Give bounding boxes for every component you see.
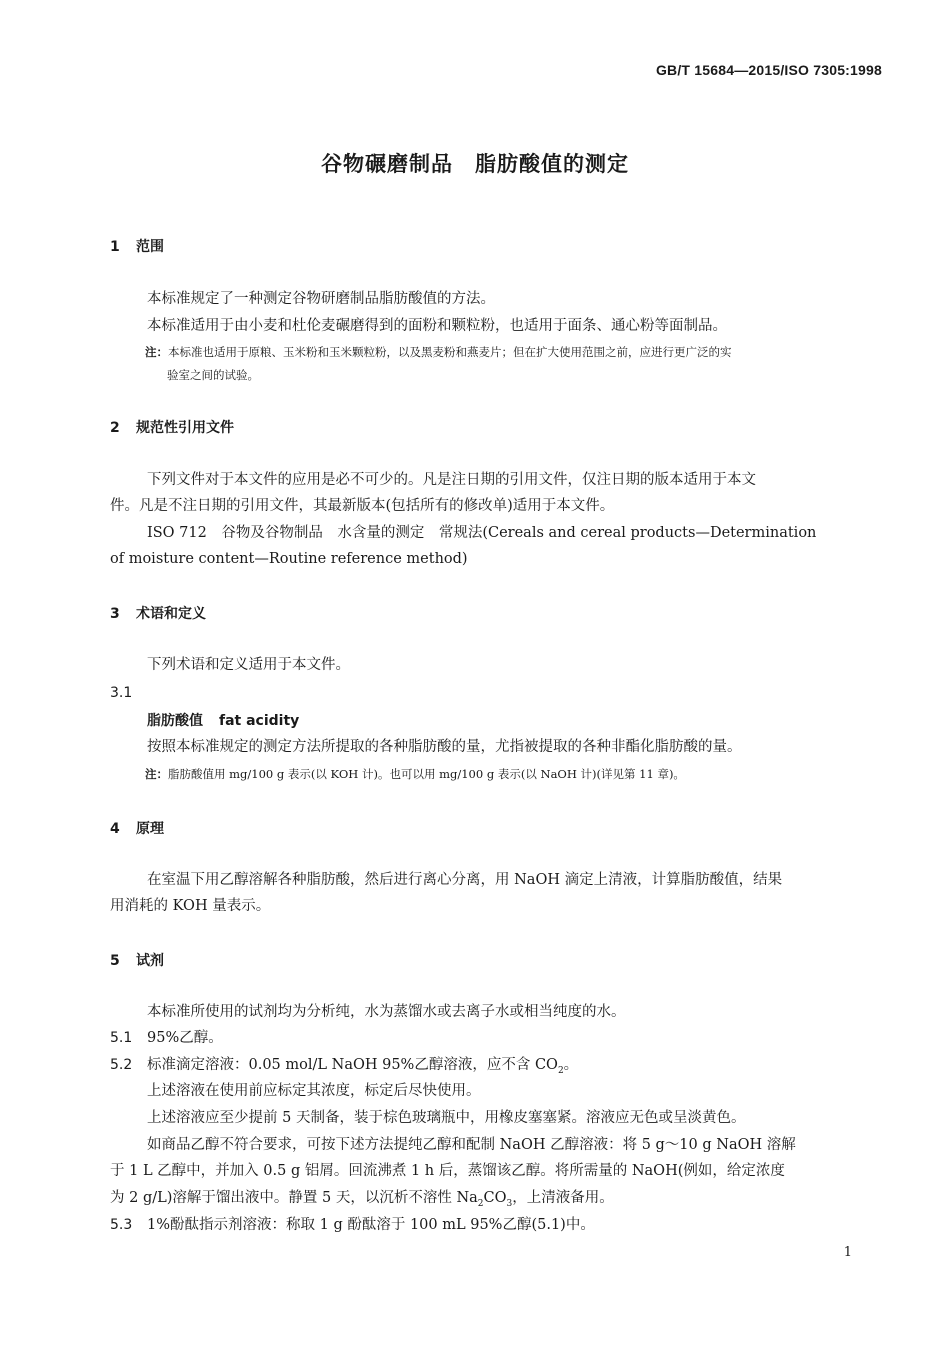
subclause-number: 3.1 xyxy=(110,685,133,701)
clause-text-end: 。 xyxy=(563,1057,579,1073)
paragraph-continuation: 于 1 L 乙醇中，并加入 0.5 g 铝屑。回流沸煮 1 h 后，蒸馏该乙醇。将所需量的 NaOH(例如，给定浓度 xyxy=(110,1163,785,1179)
normative-reference: ISO 712 谷物及谷物制品 水含量的测定 常规法(Cereals and cereal products—Determination xyxy=(147,525,817,541)
subscript: 2 xyxy=(477,1198,484,1209)
paragraph-continuation: 用消耗的 KOH 量表示。 xyxy=(110,898,271,914)
section-number: 5 xyxy=(110,953,120,969)
section-title: 规范性引用文件 xyxy=(136,420,234,436)
note xyxy=(145,341,732,363)
section-title: 术语和定义 xyxy=(136,606,206,622)
clause-text: 1%酚酞指示剂溶液：称取 1 g 酚酞溶于 100 mL 95%乙醇(5.1)中。 xyxy=(147,1217,595,1233)
section-title: 范围 xyxy=(136,239,164,255)
clause-number: 5.1 xyxy=(110,1030,133,1046)
section-number: 2 xyxy=(110,420,120,436)
clause-text: 95%乙醇。 xyxy=(147,1030,223,1046)
section-title: 原理 xyxy=(136,821,164,837)
text: 为 2 g/L)溶解于馏出液中。静置 5 天，以沉析不溶性 Na xyxy=(110,1190,478,1206)
paragraph: 在室温下用乙醇溶解各种脂肪酸，然后进行离心分离，用 NaOH 滴定上清液，计算脂肪酸值，结果 xyxy=(147,872,783,888)
subscript: 3 xyxy=(506,1198,513,1209)
section-5-heading xyxy=(110,950,164,970)
section-number: 1 xyxy=(110,239,120,255)
note-label: 注： xyxy=(145,345,168,359)
paragraph: 上述溶液应至少提前 5 天制备，装于棕色玻璃瓶中，用橡皮塞塞紧。溶液应无色或呈淡黄色。 xyxy=(147,1110,746,1126)
term-definition: 按照本标准规定的测定方法所提取的各种脂肪酸的量，尤指被提取的各种非酯化脂肪酸的量。 xyxy=(147,739,742,755)
paragraph: 下列文件对于本文件的应用是必不可少的。凡是注日期的引用文件，仅注日期的版本适用于本文 xyxy=(147,472,756,488)
section-1-heading xyxy=(110,236,164,256)
note-continuation: 验室之间的试验。 xyxy=(167,368,259,382)
section-title: 试剂 xyxy=(136,953,164,969)
clause-5-1 xyxy=(110,1025,223,1051)
term-english: fat acidity xyxy=(219,713,300,729)
paragraph: 如商品乙醇不符合要求，可按下述方法提纯乙醇和配制 NaOH 乙醇溶液：将 5 g～10 g NaOH 溶解 xyxy=(147,1137,796,1153)
note-text: 本标准也适用于原粮、玉米粉和玉米颗粒粉，以及黑麦粉和燕麦片；但在扩大使用范围之前，应进行更广泛的实 xyxy=(168,345,732,359)
normative-reference-continuation: of moisture content—Routine reference method) xyxy=(110,551,468,567)
term-chinese: 脂肪酸值 xyxy=(147,713,203,729)
section-2-heading xyxy=(110,417,234,437)
subscript: 2 xyxy=(557,1065,564,1076)
text: CO xyxy=(483,1190,507,1206)
page-number: 1 xyxy=(843,1245,852,1260)
paragraph: 本标准适用于由小麦和杜伦麦碾磨得到的面粉和颗粒粉，也适用于面条、通心粉等面制品。 xyxy=(147,318,727,334)
section-number: 3 xyxy=(110,606,120,622)
paragraph: 上述溶液在使用前应标定其浓度，标定后尽快使用。 xyxy=(147,1083,481,1099)
clause-number: 5.3 xyxy=(110,1217,133,1233)
note xyxy=(145,763,685,785)
standard-code: GB/T 15684—2015/ISO 7305:1998 xyxy=(655,62,882,78)
note-label: 注： xyxy=(145,767,168,781)
paragraph: 下列术语和定义适用于本文件。 xyxy=(147,657,350,673)
section-number: 4 xyxy=(110,821,120,837)
section-4-heading xyxy=(110,818,164,838)
paragraph: 本标准规定了一种测定谷物研磨制品脂肪酸值的方法。 xyxy=(147,291,495,307)
text: ，上清液备用。 xyxy=(512,1190,614,1206)
term-entry xyxy=(147,710,299,730)
document-title: 谷物碾磨制品 脂肪酸值的测定 xyxy=(321,152,629,176)
note-text: 脂肪酸值用 mg/100 g 表示(以 KOH 计)。也可以用 mg/100 g 表示(以 NaOH 计)(详见第 11 章)。 xyxy=(168,767,685,781)
paragraph-continuation: 件。凡是不注日期的引用文件，其最新版本(包括所有的修改单)适用于本文件。 xyxy=(110,498,615,514)
paragraph: 本标准所使用的试剂均为分析纯，水为蒸馏水或去离子水或相当纯度的水。 xyxy=(147,1004,626,1020)
clause-number: 5.2 xyxy=(110,1057,133,1073)
clause-text: 标准滴定溶液：0.05 mol/L NaOH 95%乙醇溶液，应不含 CO xyxy=(147,1057,558,1073)
section-3-heading xyxy=(110,603,206,623)
clause-5-3 xyxy=(110,1212,595,1238)
